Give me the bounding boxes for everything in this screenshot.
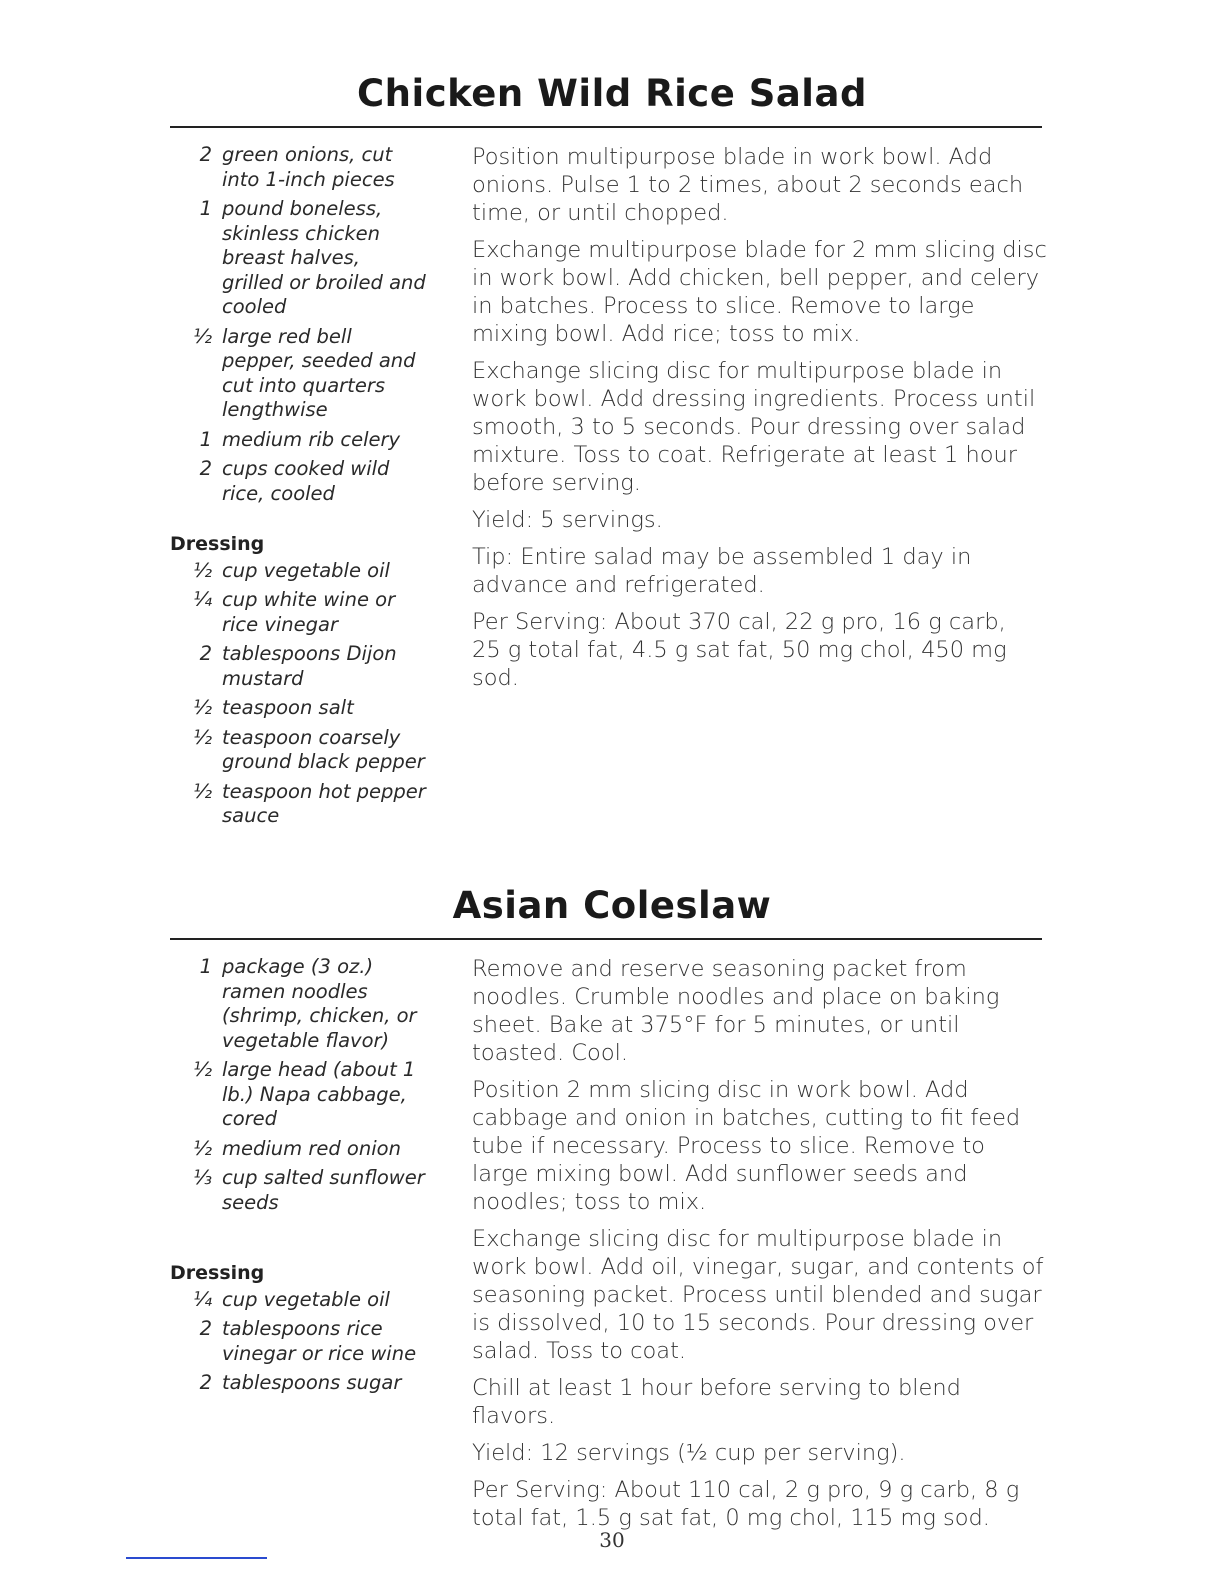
- dressing-item: [170, 642, 460, 691]
- dressing-item: [170, 1371, 460, 1396]
- ingredient-text: teaspoon salt: [222, 696, 354, 719]
- method-step: Chill at least 1 hour before serving to blend flavors.: [472, 1375, 961, 1429]
- footer-line: [126, 1557, 267, 1559]
- method-step: Exchange slicing disc for multipurpose blade in work bowl. Add oil, vinegar, sugar, and contents of seasoning packet. Process until blended and sugar is dissolved, 10 to 15 seconds. Pour dressing over salad. Toss to coat.: [472, 1226, 1044, 1364]
- method-steps: [472, 143, 1047, 701]
- ingredient-item: [170, 1166, 460, 1215]
- tip-text: Tip: Entire salad may be assembled 1 day in advance and refrigerated.: [472, 544, 972, 598]
- ingredient-text: tablespoons sugar: [222, 1371, 402, 1394]
- ingredient-qty: ½: [193, 1136, 212, 1160]
- ingredient-text: large red bell pepper, seeded and cut into quarters lengthwise: [222, 324, 416, 421]
- recipe-title: Asian Coleslaw: [452, 884, 772, 927]
- title-divider: [170, 126, 1042, 128]
- ingredient-qty: 2: [199, 642, 212, 665]
- ingredient-qty: 2: [199, 1371, 212, 1394]
- ingredient-qty: ½: [193, 696, 212, 719]
- ingredient-item: [170, 325, 460, 423]
- ingredient-text: green onions, cut into 1-inch pieces: [222, 143, 395, 191]
- method-step: Remove and reserve seasoning packet from noodles. Crumble noodles and place on baking sheet. Bake at 375°F for 5 minutes, or until toasted. Cool.: [472, 956, 1000, 1066]
- method-step: Exchange multipurpose blade for 2 mm slicing disc in work bowl. Add chicken, bell pepper, and celery in batches. Process to slice. Remove to large mixing bowl. Add rice; toss to mix.: [472, 237, 1047, 347]
- ingredient-qty: 2: [199, 457, 212, 480]
- ingredient-text: tablespoons rice vinegar or rice wine: [222, 1317, 417, 1365]
- dressing-item: [170, 1288, 460, 1313]
- nutrition-text: Per Serving: About 110 cal, 2 g pro, 9 g carb, 8 g total fat, 1.5 g sat fat, 0 mg chol, 115 mg sod.: [472, 1477, 1020, 1531]
- ingredient-qty: ¼: [193, 588, 212, 611]
- ingredient-qty: ½: [193, 779, 212, 803]
- ingredient-text: teaspoon hot pepper sauce: [222, 779, 426, 827]
- method-step: Exchange slicing disc for multipurpose blade in work bowl. Add dressing ingredients. Process until smooth, 3 to 5 seconds. Pour dressing over salad mixture. Toss to coat. Refrigerate at least 1 hour before serving.: [472, 358, 1036, 496]
- ingredient-text: medium red onion: [222, 1136, 401, 1160]
- ingredient-qty: ¼: [193, 1287, 212, 1311]
- ingredient-text: package (3 oz.) ramen noodles (shrimp, chicken, or vegetable flavor): [222, 955, 417, 1052]
- ingredient-item: [170, 197, 460, 320]
- ingredient-item: [170, 457, 460, 506]
- ingredient-list: [170, 143, 460, 834]
- ingredient-text: cups cooked wild rice, cooled: [222, 457, 390, 505]
- ingredient-text: teaspoon coarsely ground black pepper: [222, 725, 425, 773]
- dressing-item: [170, 696, 460, 721]
- ingredient-qty: ½: [193, 725, 212, 749]
- ingredient-text: medium rib celery: [222, 427, 401, 451]
- ingredient-item: [170, 1058, 460, 1132]
- ingredient-item: [170, 428, 460, 453]
- ingredient-item: [170, 1137, 460, 1162]
- dressing-item: [170, 780, 460, 829]
- dressing-item: [170, 588, 460, 637]
- dressing-item: [170, 559, 460, 584]
- ingredient-qty: ½: [193, 324, 212, 348]
- ingredient-text: cup salted sunflower seeds: [222, 1166, 425, 1214]
- ingredient-text: cup vegetable oil: [222, 558, 390, 582]
- recipe-title: Chicken Wild Rice Salad: [357, 72, 867, 115]
- ingredient-qty: 1: [199, 427, 212, 451]
- ingredient-qty: ½: [193, 558, 212, 582]
- title-divider: [170, 938, 1042, 940]
- method-steps: [472, 955, 1047, 1541]
- ingredient-text: cup vegetable oil: [222, 1287, 390, 1311]
- method-step: Position 2 mm slicing disc in work bowl. Add cabbage and onion in batches, cutting to fit feed tube if necessary. Process to slice. Remove to large mixing bowl. Add sunflower seeds and noodles; toss to mix.: [472, 1077, 1021, 1215]
- dressing-heading: Dressing: [170, 1262, 265, 1284]
- ingredient-text: cup white wine or rice vinegar: [222, 588, 396, 636]
- ingredient-qty: 2: [199, 143, 212, 166]
- method-step: Position multipurpose blade in work bowl. Add onions. Pulse 1 to 2 times, about 2 seconds each time, or until chopped.: [472, 144, 1024, 226]
- ingredient-text: pound boneless, skinless chicken breast halves, grilled or broiled and cooled: [222, 197, 426, 318]
- yield-text: Yield: 12 servings (½ cup per serving).: [472, 1440, 906, 1466]
- nutrition-text: Per Serving: About 370 cal, 22 g pro, 16 g carb, 25 g total fat, 4.5 g sat fat, 50 mg chol, 450 mg sod.: [472, 609, 1007, 691]
- ingredient-item: [170, 143, 460, 192]
- dressing-item: [170, 1317, 460, 1366]
- ingredient-qty: 1: [199, 955, 212, 978]
- ingredient-qty: 2: [199, 1317, 212, 1340]
- ingredient-qty: 1: [199, 197, 212, 220]
- page-number: 30: [599, 1528, 625, 1552]
- dressing-heading: Dressing: [170, 533, 265, 555]
- yield-text: Yield: 5 servings.: [472, 507, 663, 533]
- dressing-item: [170, 726, 460, 775]
- ingredient-text: tablespoons Dijon mustard: [222, 642, 397, 690]
- ingredient-item: [170, 955, 460, 1053]
- ingredient-text: large head (about 1 lb.) Napa cabbage, cored: [222, 1058, 416, 1130]
- ingredient-list: [170, 955, 460, 1401]
- ingredient-qty: ⅓: [193, 1166, 212, 1189]
- ingredient-qty: ½: [193, 1058, 212, 1081]
